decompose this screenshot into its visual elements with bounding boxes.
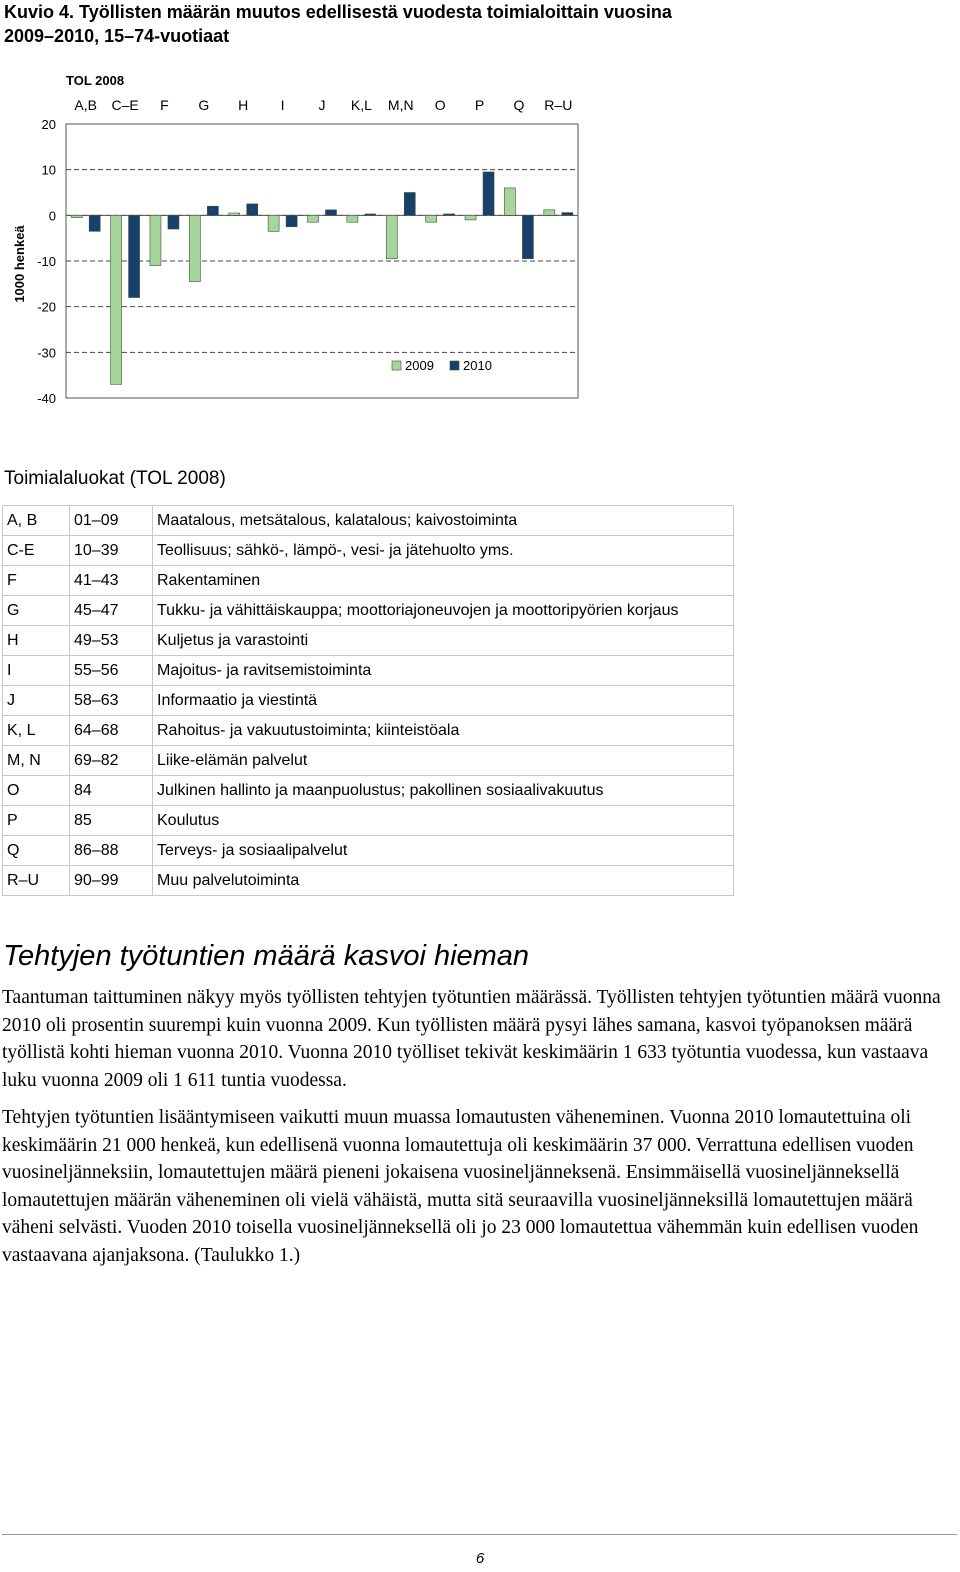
body-paragraph-2: Tehtyjen työtuntien lisääntymiseen vaikutti muun muassa lomautusten väheneminen. Vuonna 2010 lomautettuina oli keskimäärin 21 000 henkeä, kun edellisenä vuonna lomautettuja oli keskimäärin 37 000. Verrattuna edellisen vuoden vuosineljänneksiin, lomautettujen määrä pieneni jokaisena vuosineljänneksenä. Ensimmäisellä vuosineljänneksellä lomautettujen määrän väheneminen oli vielä vähäistä, mutta sitä seuraavilla vuosineljänneksillä lomautettujen määrä väheni selvästi. Vuoden 2010 toisella vuosineljänneksellä oli jo 23 000 lomautettua vähemmän kuin edellisen vuoden vastaavana ajanjaksona. (Taulukko 1.): [2, 1107, 919, 1266]
y-tick-label: 20: [41, 117, 56, 132]
category-label: J: [318, 97, 326, 113]
class-name: Maatalous, metsätalous, kalatalous; kaivostoiminta: [153, 506, 734, 536]
category-label: G: [198, 97, 210, 113]
industry-class-table: [2, 505, 734, 896]
table-row: [3, 836, 734, 866]
bar-2010-F: [168, 215, 179, 229]
table-row: [3, 776, 734, 806]
class-name: Koulutus: [153, 806, 734, 836]
table-row: [3, 596, 734, 626]
class-range: 01–09: [70, 506, 153, 536]
class-range: 45–47: [70, 596, 153, 626]
category-heading: TOL 2008: [66, 73, 125, 88]
table-row: [3, 686, 734, 716]
bar-2009-I: [268, 215, 279, 231]
category-label: K,L: [350, 97, 372, 113]
table-row: [3, 746, 734, 776]
table-row: [3, 656, 734, 686]
bar-2010-C–E: [129, 215, 140, 297]
legend-label-2010: 2010: [463, 358, 492, 373]
class-name: Rahoitus- ja vakuutustoiminta; kiinteistöala: [153, 716, 734, 746]
bar-2010-Q: [522, 215, 533, 258]
class-range: 10–39: [70, 536, 153, 566]
class-range: 69–82: [70, 746, 153, 776]
category-label: F: [160, 97, 169, 113]
legend-label-2009: 2009: [405, 358, 434, 373]
bar-2009-C–E: [111, 215, 122, 384]
category-label: I: [280, 97, 285, 113]
class-name: Muu palvelutoiminta: [153, 866, 734, 896]
y-tick-label: 0: [48, 208, 56, 224]
chart-container: [0, 64, 600, 414]
legend-swatch-2010: [450, 361, 459, 370]
class-code: R–U: [3, 866, 70, 896]
legend-swatch-2009: [392, 361, 401, 370]
figure-title: [4, 0, 704, 48]
bar-2010-H: [247, 204, 258, 215]
body-paragraph-1: Taantuman taittuminen näkyy myös työllisten tehtyjen työtuntien määrässä. Työllisten tehtyjen työtuntien määrä vuonna 2010 oli prosentin suurempi kuin vuonna 2009. Kun työllisten määrä pysyi lähes samana, kasvoi työpanoksen määrä työllistä kohti hieman vuonna 2010. Vuonna 2010 työlliset tekivät keskimäärin 1 633 työtuntia vuodessa, kun vastaava luku vuonna 2009 oli 1 611 tuntia vuodessa.: [2, 987, 941, 1091]
footer-divider: [2, 1534, 957, 1535]
class-range: 41–43: [70, 566, 153, 596]
class-range: 90–99: [70, 866, 153, 896]
bar-2009-R–U: [544, 210, 555, 215]
class-code: G: [3, 596, 70, 626]
bar-2009-Q: [504, 188, 515, 215]
bar-2009-O: [426, 215, 437, 222]
figure-label: Kuvio 4.: [4, 2, 75, 22]
class-name: Rakentaminen: [153, 566, 734, 596]
table-row: [3, 566, 734, 596]
class-range: 84: [70, 776, 153, 806]
bar-2010-G: [207, 206, 218, 215]
bar-2010-I: [286, 215, 297, 226]
category-label: O: [434, 97, 446, 113]
class-range: 55–56: [70, 656, 153, 686]
table-row: [3, 866, 734, 896]
class-name: Tukku- ja vähittäiskauppa; moottoriajoneuvojen ja moottoripyörien korjaus: [153, 596, 734, 626]
table-row: [3, 536, 734, 566]
category-label: P: [474, 97, 485, 113]
category-label: Q: [513, 97, 525, 113]
bar-2009-A,B: [71, 215, 82, 217]
bar-2009-J: [308, 215, 319, 222]
bar-2009-K,L: [347, 215, 358, 222]
class-code: O: [3, 776, 70, 806]
class-name: Liike-elämän palvelut: [153, 746, 734, 776]
y-tick-label: 10: [41, 162, 56, 178]
table-row: [3, 716, 734, 746]
y-axis-label: 1000 henkeä: [12, 225, 27, 303]
bar-2010-P: [483, 172, 494, 215]
class-code: M, N: [3, 746, 70, 776]
bar-2010-K,L: [365, 214, 376, 215]
bar-2010-A,B: [89, 215, 100, 231]
category-label: R–U: [544, 97, 573, 113]
category-label: C–E: [111, 97, 139, 113]
class-code: I: [3, 656, 70, 686]
class-code: C-E: [3, 536, 70, 566]
bar-2010-J: [326, 210, 337, 215]
class-range: 58–63: [70, 686, 153, 716]
section-heading: Tehtyjen työtuntien määrä kasvoi hieman: [3, 940, 530, 972]
classes-heading: Toimialaluokat (TOL 2008): [4, 468, 226, 489]
class-name: Informaatio ja viestintä: [153, 686, 734, 716]
y-tick-label: -40: [37, 391, 56, 406]
category-label: A,B: [74, 97, 97, 113]
table-row: [3, 506, 734, 536]
class-code: P: [3, 806, 70, 836]
class-name: Julkinen hallinto ja maanpuolustus; pakollinen sosiaalivakuutus: [153, 776, 734, 806]
category-label: M,N: [387, 97, 414, 113]
class-range: 49–53: [70, 626, 153, 656]
class-code: K, L: [3, 716, 70, 746]
bar-2009-G: [189, 215, 200, 281]
class-code: H: [3, 626, 70, 656]
class-name: Terveys- ja sosiaalipalvelut: [153, 836, 734, 866]
class-code: F: [3, 566, 70, 596]
class-name: Teollisuus; sähkö-, lämpö-, vesi- ja jätehuolto yms.: [153, 536, 734, 566]
bar-chart: [0, 64, 600, 414]
class-range: 86–88: [70, 836, 153, 866]
bar-2010-O: [444, 214, 455, 215]
class-range: 64–68: [70, 716, 153, 746]
bar-2010-R–U: [562, 213, 573, 216]
table-row: [3, 626, 734, 656]
bar-2009-P: [465, 215, 476, 220]
category-label: H: [238, 97, 249, 113]
figure-title-text: Työllisten määrän muutos edellisestä vuodesta toimialoittain vuosina 2009–2010, 15–74-vuotiaat: [4, 2, 672, 46]
bar-2009-H: [229, 213, 240, 215]
y-tick-label: -20: [37, 299, 56, 315]
class-code: Q: [3, 836, 70, 866]
bar-2010-M,N: [404, 193, 415, 216]
page-number: 6: [475, 1550, 485, 1567]
class-code: J: [3, 686, 70, 716]
table-row: [3, 806, 734, 836]
bar-2009-F: [150, 215, 161, 265]
bar-2009-M,N: [386, 215, 397, 258]
class-range: 85: [70, 806, 153, 836]
y-tick-label: -10: [37, 254, 56, 269]
class-name: Kuljetus ja varastointi: [153, 626, 734, 656]
y-tick-label: -30: [37, 345, 56, 361]
class-name: Majoitus- ja ravitsemistoiminta: [153, 656, 734, 686]
industry-class-table-body: [3, 506, 734, 896]
class-code: A, B: [3, 506, 70, 536]
